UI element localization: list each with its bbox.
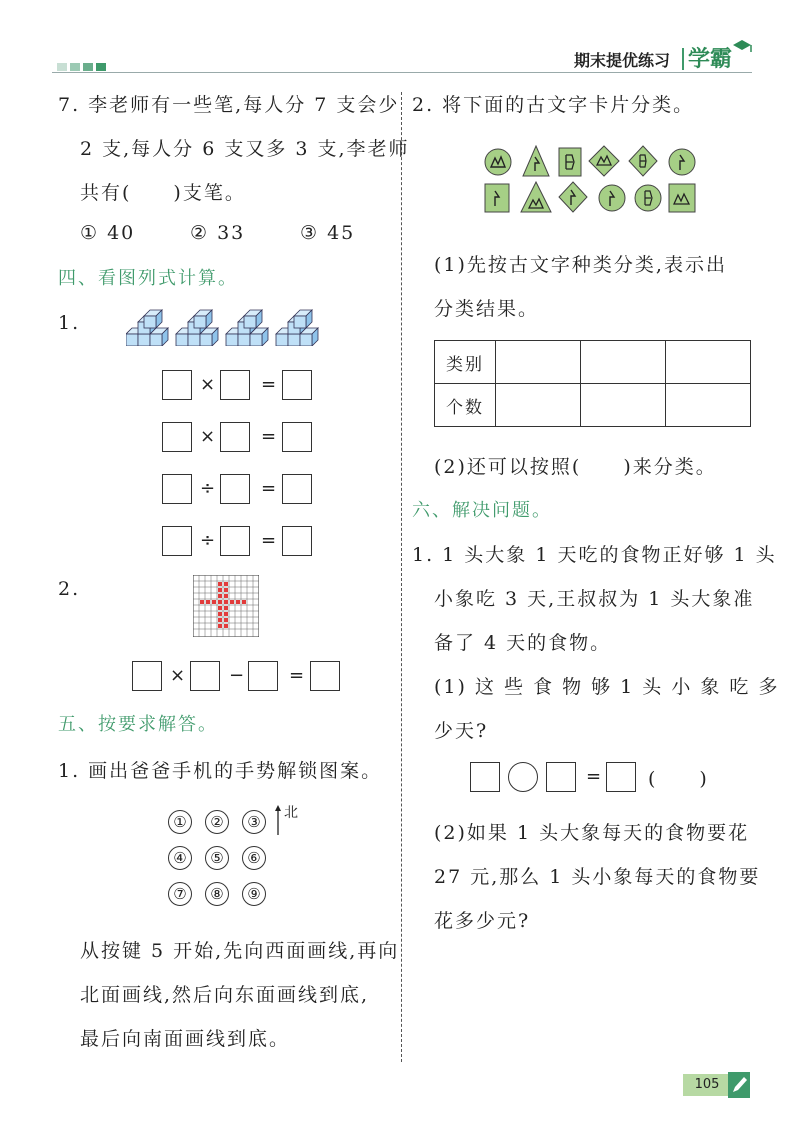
equals: = (261, 426, 277, 447)
answer-box[interactable] (162, 370, 192, 400)
spear-card-icon (522, 145, 550, 177)
graduation-cap-icon (731, 38, 753, 56)
answer-box[interactable] (220, 526, 250, 556)
unit-paren: ( ) (648, 768, 709, 790)
pencil-icon (728, 1072, 750, 1098)
column-divider (401, 92, 402, 1062)
section-4-title: 四、看图列式计算。 (58, 268, 238, 289)
header-dot (83, 63, 93, 71)
operator: × (200, 374, 216, 395)
answer-box[interactable] (282, 422, 312, 452)
answer-box[interactable] (282, 474, 312, 504)
keypad-key[interactable]: ③ (242, 810, 266, 834)
q7-line3: 共有( )支笔。 (80, 182, 246, 204)
answer-box[interactable] (162, 474, 192, 504)
keypad-key[interactable]: ⑨ (242, 882, 266, 906)
answer-box[interactable] (220, 474, 250, 504)
s5-desc-line2: 北面画线,然后向东面画线到底, (80, 984, 370, 1006)
spear-card-icon (484, 183, 510, 213)
answer-box[interactable] (190, 661, 220, 691)
header-dot (57, 63, 67, 71)
s4-q1-label: 1. (58, 312, 81, 334)
keypad-key[interactable]: ⑧ (205, 882, 229, 906)
q7-option: ③ 45 (300, 222, 356, 244)
equals: = (261, 478, 277, 499)
answer-box[interactable] (162, 422, 192, 452)
keypad-key[interactable]: ① (168, 810, 192, 834)
header-dot (96, 63, 106, 71)
equals: = (261, 374, 277, 395)
table-input-cell[interactable] (666, 384, 751, 427)
north-arrow-icon (273, 805, 283, 835)
answer-box[interactable] (310, 661, 340, 691)
answer-box[interactable] (282, 370, 312, 400)
table-header-cell: 类别 (435, 341, 496, 384)
answer-box[interactable] (220, 422, 250, 452)
table-input-cell[interactable] (581, 341, 666, 384)
answer-box[interactable] (606, 762, 636, 792)
q2-sub1-line2: 分类结果。 (434, 298, 540, 320)
answer-box[interactable] (220, 370, 250, 400)
q7-option: ① 40 (80, 222, 136, 244)
spear-card-icon (668, 147, 696, 177)
mountain-card-icon (588, 145, 620, 177)
operator: − (229, 665, 245, 686)
q2-line: 2. 将下面的古文字卡片分类。 (412, 94, 695, 116)
north-label: 北 (284, 805, 298, 821)
cubes-figure (126, 308, 322, 346)
q2-sub2: (2)还可以按照( )来分类。 (434, 456, 717, 478)
keypad-key[interactable]: ⑤ (205, 846, 229, 870)
door-card-icon (634, 183, 662, 213)
table-row (435, 341, 751, 384)
door-card-icon (628, 145, 658, 177)
answer-box[interactable] (248, 661, 278, 691)
table-input-cell[interactable] (496, 384, 581, 427)
s6-sub2-line1: (2)如果 1 头大象每天的食物要花 (434, 822, 750, 844)
header-rule (52, 72, 752, 73)
section-6-title: 六、解决问题。 (412, 500, 552, 521)
operator: ÷ (200, 530, 216, 551)
header-separator (682, 48, 684, 70)
operator: ÷ (200, 478, 216, 499)
keypad-key[interactable]: ② (205, 810, 229, 834)
operator: × (200, 426, 216, 447)
brand-logo: 学霸 (688, 47, 733, 72)
equals: = (289, 665, 305, 686)
operator: × (170, 665, 186, 686)
door-card-icon (558, 147, 582, 177)
s5-q1: 1. 画出爸爸手机的手势解锁图案。 (58, 760, 383, 782)
table-input-cell[interactable] (581, 384, 666, 427)
q7-line1: 7. 李老师有一些笔,每人分 7 支会少 (58, 94, 400, 116)
spear-card-icon (558, 181, 588, 213)
mountain-card-icon (484, 147, 512, 177)
table-input-cell[interactable] (496, 341, 581, 384)
s4-q2-label: 2. (58, 578, 81, 600)
s6-q1-line3: 备了 4 天的食物。 (434, 632, 612, 654)
page-number: 105 (683, 1074, 731, 1096)
s6-q1-line2: 小象吃 3 天,王叔叔为 1 头大象准 (434, 588, 755, 610)
equals: = (261, 530, 277, 551)
section-5-title: 五、按要求解答。 (58, 714, 218, 735)
s6-q1-line1: 1. 1 头大象 1 天吃的食物正好够 1 头 (412, 544, 777, 566)
table-header-cell: 个数 (435, 384, 496, 427)
answer-box[interactable] (162, 526, 192, 556)
answer-box[interactable] (546, 762, 576, 792)
s6-sub2-line2: 27 元,那么 1 头小象每天的食物要 (434, 866, 761, 888)
answer-box[interactable] (470, 762, 500, 792)
keypad-key[interactable]: ④ (168, 846, 192, 870)
keypad-key[interactable]: ⑥ (242, 846, 266, 870)
answer-box[interactable] (132, 661, 162, 691)
equals: = (586, 766, 602, 787)
s6-sub2-line3: 花多少元? (434, 910, 531, 932)
s5-desc-line1: 从按键 5 开始,先向西面画线,再向 (80, 940, 400, 962)
keypad-key[interactable]: ⑦ (168, 882, 192, 906)
answer-box[interactable] (282, 526, 312, 556)
grid-figure (193, 575, 259, 637)
header-dot (70, 63, 80, 71)
operator-circle[interactable] (508, 762, 538, 792)
header-title: 期末提优练习 (574, 51, 671, 70)
q2-sub1-line1: (1)先按古文字种类分类,表示出 (434, 254, 727, 276)
q7-line2: 2 支,每人分 6 支又多 3 支,李老师 (80, 138, 410, 160)
s5-desc-line3: 最后向南面画线到底。 (80, 1028, 291, 1050)
table-input-cell[interactable] (666, 341, 751, 384)
s6-sub1-line1: (1) 这 些 食 物 够 1 头 小 象 吃 多 (434, 676, 780, 698)
mountain-card-icon (668, 183, 696, 213)
table-row (435, 384, 751, 427)
s6-sub1-line2: 少天? (434, 720, 489, 742)
mountain-card-icon (520, 181, 552, 213)
spear-card-icon (598, 183, 626, 213)
classification-table (434, 340, 751, 427)
q7-option: ② 33 (190, 222, 246, 244)
